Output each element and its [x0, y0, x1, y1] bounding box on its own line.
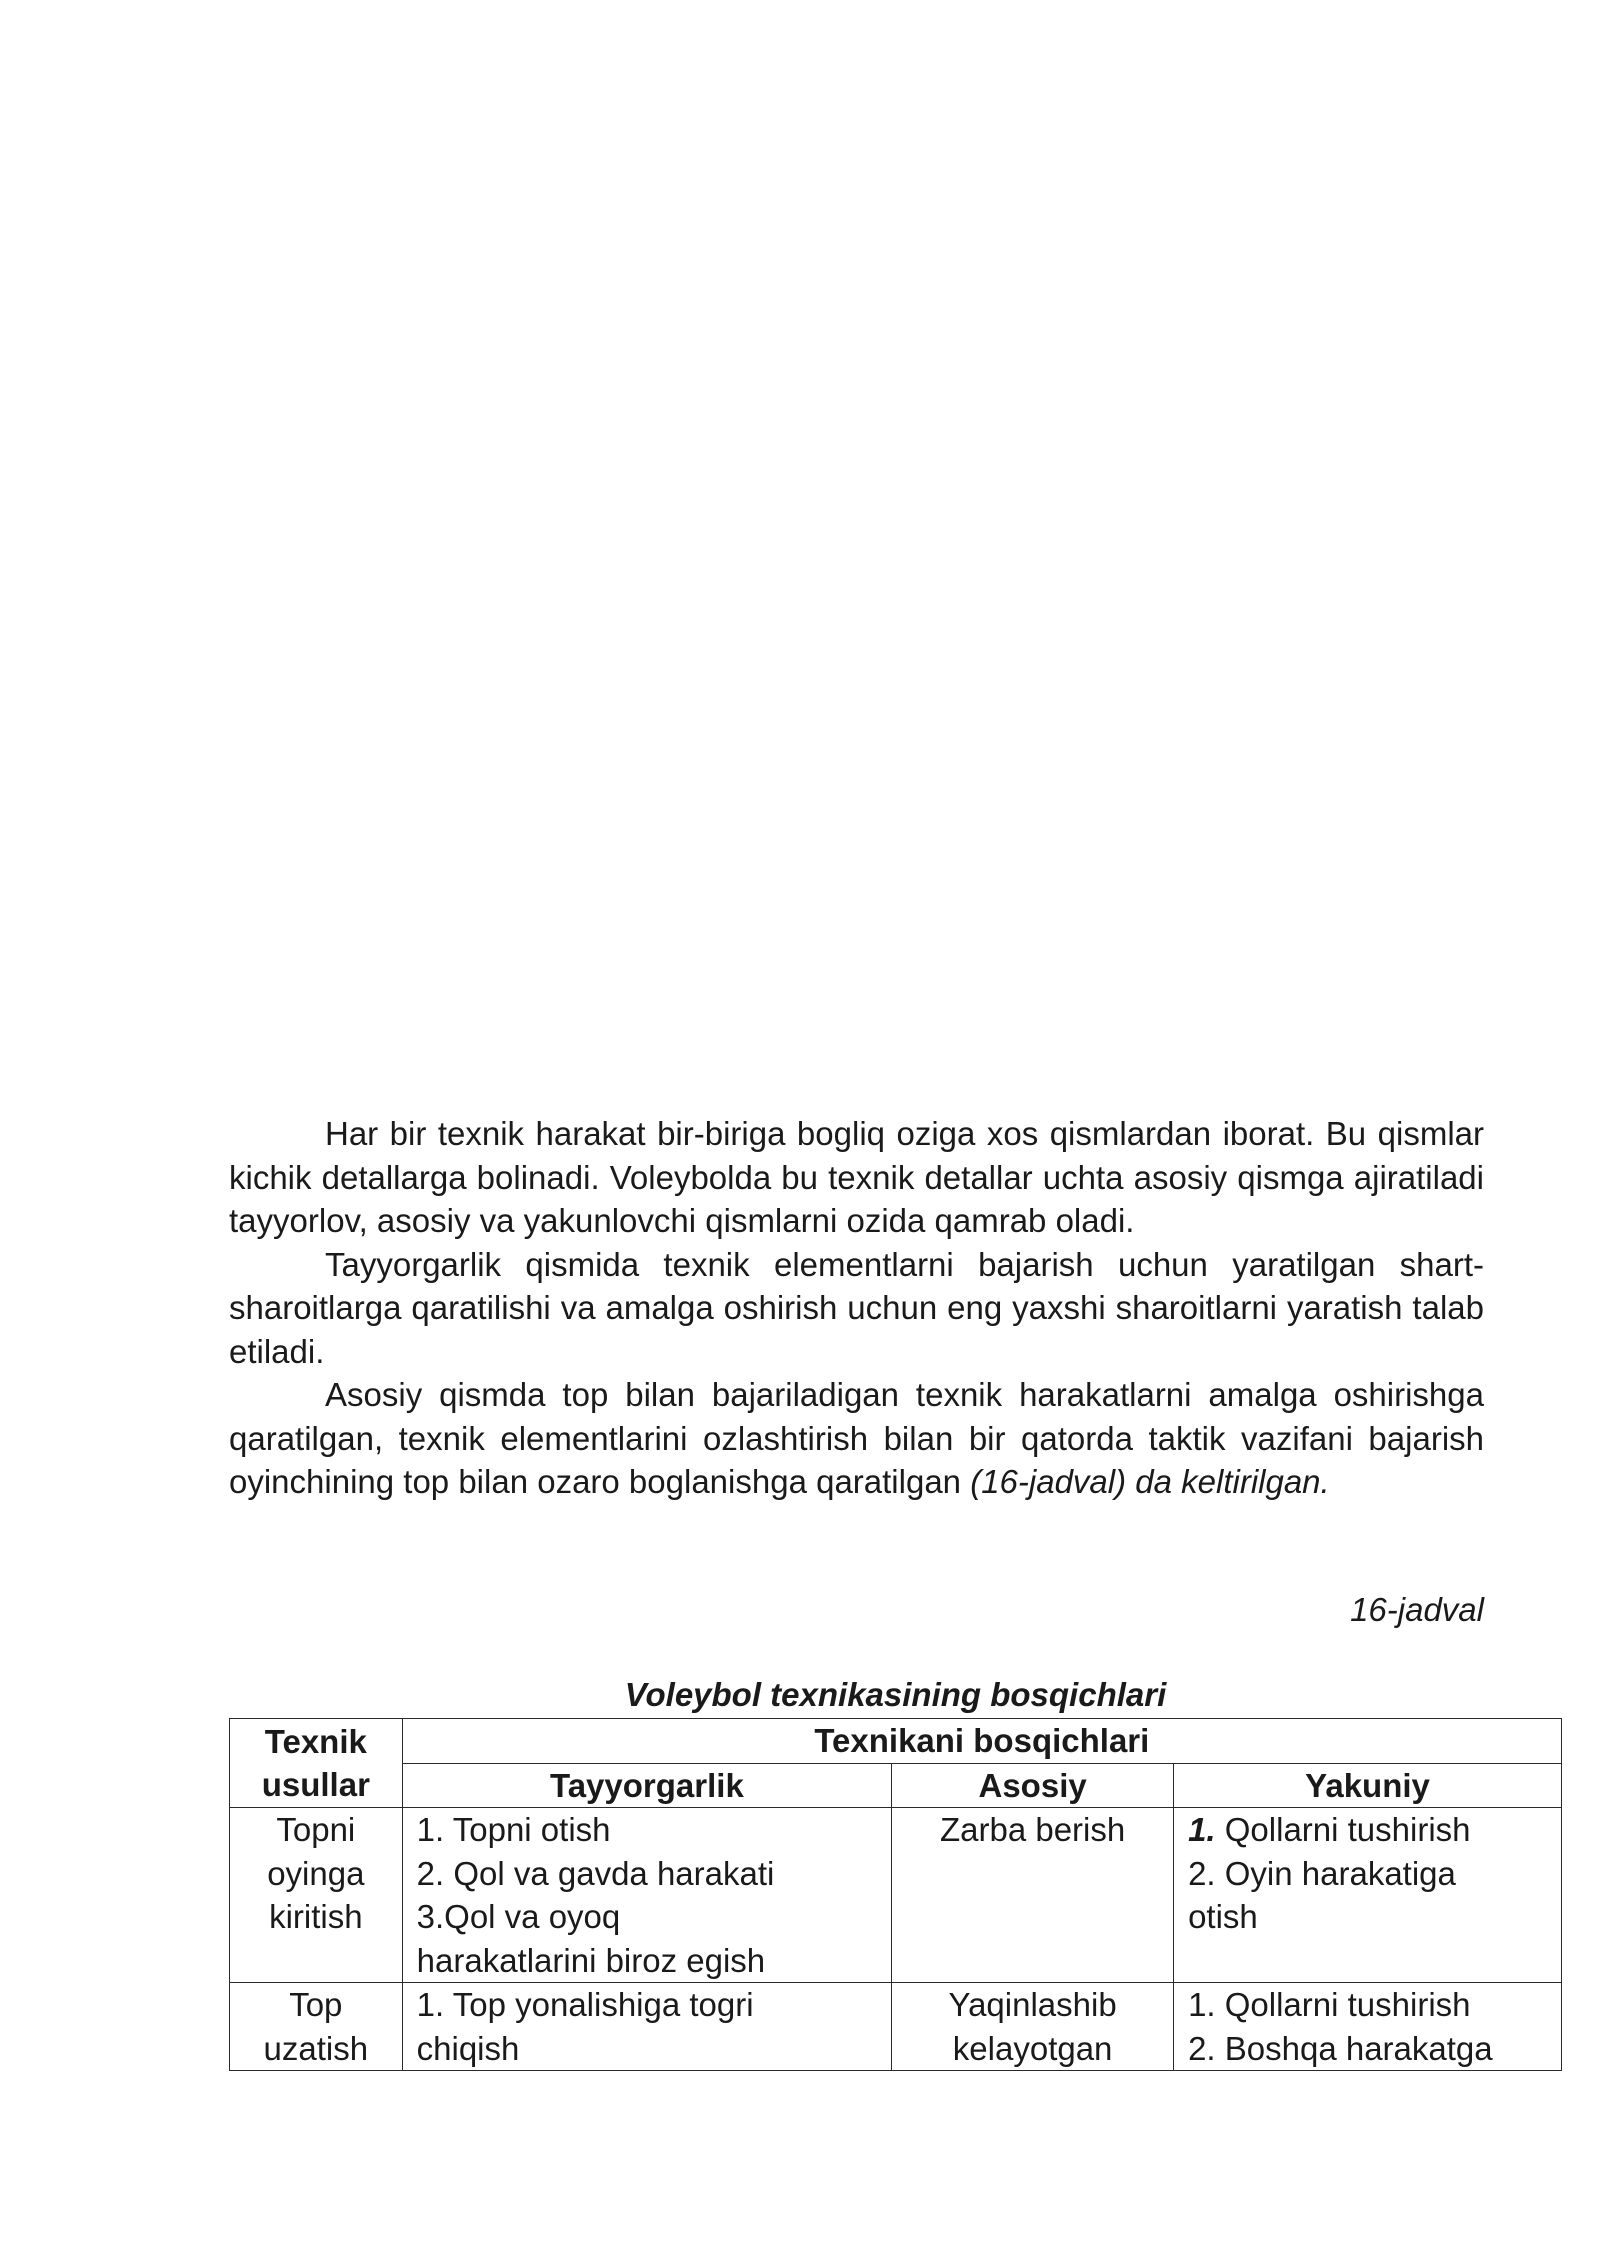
row-2-method-line: Top — [289, 1986, 343, 2023]
header-methods-line-2: usullar — [261, 1766, 370, 1803]
row-2-prep-line: chiqish — [416, 2029, 520, 2067]
table-title: Voleybol texnikasining bosqichlari — [624, 1676, 1167, 1713]
table-reference: (16-jadval) da keltirilgan. — [970, 1463, 1330, 1500]
row-2-method-line: uzatish — [263, 2029, 369, 2067]
row-1-method-line: Topni — [276, 1811, 356, 1848]
row-1-prep-line: harakatlarini biroz egish — [416, 1941, 766, 1979]
row-2-method — [230, 1983, 403, 2071]
header-stage-main: Asosiy — [892, 1763, 1174, 1808]
paragraph-3-text: Asosiy qismda top bilan bajariladigan texnik harakatlarni amalga oshirishga qaratilgan, texnik elementlarini ozlashtirish bilan bir qatorda taktik vazifani bajarish oyinchining top bilan ozaro boglanishga qaratilgan — [229, 1376, 1484, 1500]
row-2-prep-line: 1. Top yonalishiga togri — [416, 1986, 754, 2023]
row-1-preparation — [402, 1808, 892, 1983]
table-row — [230, 1808, 1562, 1983]
paragraph-1-text: Har bir texnik harakat bir-biriga bogliq oziga xos qismlardan iborat. Bu qismlar kichik detallarga bolinadi. Voleybolda bu texnik detallar uchta asosiy qismga ajiratiladi tayyorlov, asosiy va yakunlovchi qismlarni ozida qamrab oladi. — [229, 1115, 1484, 1239]
row-1-main-line: Zarba berish — [939, 1811, 1126, 1848]
header-technical-methods — [230, 1719, 403, 1808]
paragraph-3 — [229, 1373, 1484, 1504]
body-text — [229, 1112, 1484, 1504]
paragraph-2 — [229, 1243, 1484, 1374]
row-1-final-line: 2. Oyin harakatiga — [1188, 1854, 1456, 1892]
row-1-prep-line: 1. Topni otish — [416, 1811, 611, 1848]
row-2-final — [1174, 1983, 1562, 2071]
row-2-preparation — [402, 1983, 892, 2071]
header-stage-preparation: Tayyorgarlik — [402, 1763, 892, 1808]
row-1-method-line: oyinga — [267, 1854, 365, 1892]
row-1-final-line — [1188, 1808, 1547, 1852]
row-2-main-line: Yaqinlashib — [948, 1986, 1117, 2023]
technique-stages-table — [229, 1718, 1562, 2071]
header-stage-final: Yakuniy — [1174, 1763, 1562, 1808]
row-1-method-line: kiritish — [269, 1898, 363, 1935]
row-2-final-line: 1. Qollarni tushirish — [1188, 1986, 1471, 2023]
table-row — [230, 1983, 1562, 2071]
header-stages-group: Texnikani bosqichlari — [402, 1719, 1561, 1764]
row-1-final — [1174, 1808, 1562, 1983]
row-1-method — [230, 1808, 403, 1983]
row-1-final-number: 1. — [1188, 1811, 1216, 1848]
row-1-final-line: otish — [1188, 1898, 1258, 1935]
table-header-row-2 — [230, 1763, 1562, 1808]
row-2-main — [892, 1983, 1174, 2071]
row-2-main-line: kelayotgan — [952, 2029, 1113, 2067]
header-methods-line-1: Texnik — [264, 1722, 367, 1760]
paragraph-2-text: Tayyorgarlik qismida texnik elementlarni bajarish uchun yaratilgan shart-sharoitlarga qaratilishi va amalga oshirish uchun eng yaxshi sharoitlarni yaratish talab etiladi. — [229, 1245, 1484, 1370]
row-1-final-text: Qollarni tushirish — [1215, 1811, 1471, 1848]
row-2-final-line: 2. Boshqa harakatga — [1188, 2029, 1493, 2067]
table-header-row-1 — [230, 1719, 1562, 1764]
row-1-main — [892, 1808, 1174, 1983]
paragraph-1 — [229, 1112, 1484, 1243]
row-1-prep-line: 3.Qol va oyoq — [416, 1898, 621, 1935]
row-1-prep-line: 2. Qol va gavda harakati — [416, 1854, 775, 1892]
table-number-label: 16-jadval — [1350, 1591, 1484, 1628]
